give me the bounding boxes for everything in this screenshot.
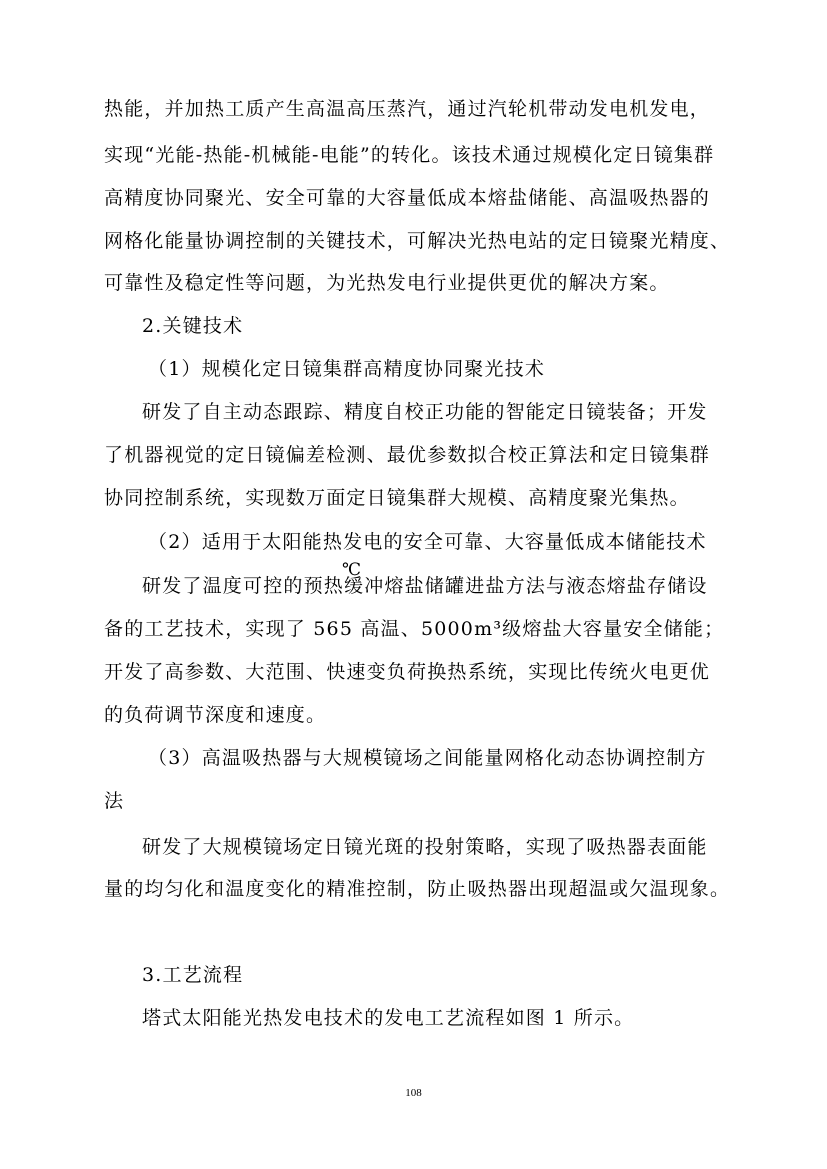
paragraph-line-2: 实现“光能-热能-机械能-电能”的转化。该技术通过规模化定日镜集群 bbox=[104, 144, 715, 166]
paragraph-line-6: 研发了自主动态跟踪、精度自校正功能的智能定日镜装备；开发 bbox=[142, 401, 708, 423]
paragraph-line-1: 热能，并加热工质产生高温高压蒸汽，通过汽轮机带动发电机发电， bbox=[104, 98, 711, 120]
paragraph-line-3: 高精度协同聚光、安全可靠的大容量低成本熔盐储能、高温吸热器的 bbox=[104, 187, 711, 209]
section-heading-process-flow: 3.工艺流程 bbox=[142, 964, 244, 986]
paragraph-line-10: 备的工艺技术，实现了 565 高温、5000m³级熔盐大容量安全储能； bbox=[104, 618, 725, 640]
page-number: 108 bbox=[405, 1087, 422, 1099]
paragraph-line-5: 可靠性及稳定性等问题，为光热发电行业提供更优的解决方案。 bbox=[104, 272, 670, 294]
paragraph-line-4: 网格化能量协调控制的关键技术，可解决光热电站的定日镜聚光精度、 bbox=[104, 230, 731, 252]
paragraph-line-11: 开发了高参数、大范围、快速变负荷换热系统，实现比传统火电更优 bbox=[104, 661, 711, 683]
subheading-3: （3）高温吸热器与大规模镜场之间能量网格化动态协调控制方 bbox=[148, 747, 707, 769]
paragraph-line-7: 了机器视觉的定日镜偏差检测、最优参数拟合校正算法和定日镜集群 bbox=[104, 444, 711, 466]
subheading-1: （1）规模化定日镜集群高精度协同聚光技术 bbox=[148, 358, 546, 380]
paragraph-line-13: 研发了大规模镜场定日镜光斑的投射策略，实现了吸热器表面能 bbox=[142, 836, 708, 858]
celsius-symbol: ℃ bbox=[342, 560, 362, 580]
subheading-2: （2）适用于太阳能热发电的安全可靠、大容量低成本储能技术 bbox=[148, 531, 707, 553]
section-heading-key-technologies: 2.关键技术 bbox=[142, 315, 244, 337]
paragraph-line-12: 的负荷调节深度和速度。 bbox=[104, 704, 327, 726]
paragraph-line-8: 协同控制系统，实现数万面定日镜集群大规模、高精度聚光集热。 bbox=[104, 487, 690, 509]
subheading-3-continuation: 法 bbox=[104, 790, 125, 812]
paragraph-line-14: 量的均匀化和温度变化的精准控制，防止吸热器出现超温或欠温现象。 bbox=[104, 878, 731, 900]
paragraph-line-15: 塔式太阳能光热发电技术的发电工艺流程如图 1 所示。 bbox=[142, 1007, 635, 1029]
paragraph-line-9: 研发了温度可控的预热缓冲熔盐储罐进盐方法与液态熔盐存储设 bbox=[142, 575, 708, 597]
